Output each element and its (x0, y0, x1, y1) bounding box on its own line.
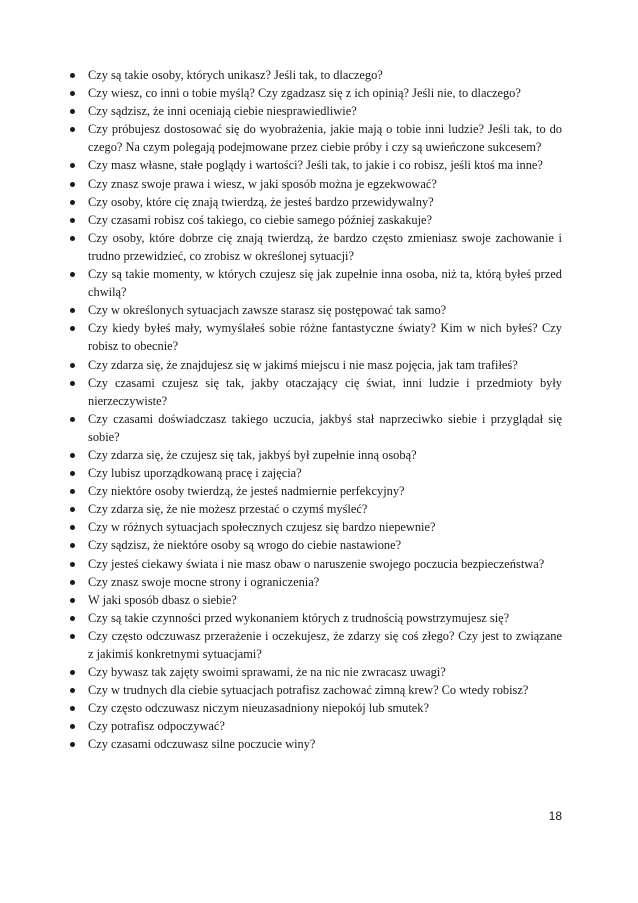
list-item (66, 500, 562, 518)
question-text: Czy sądzisz, że inni oceniają ciebie niesprawiedliwie? (88, 104, 357, 119)
question-text: Czy wiesz, co inni o tobie myślą? Czy zgadzasz się z ich opinią? Jeśli nie, to dlaczego? (88, 86, 521, 101)
bullet-icon (70, 742, 75, 747)
question-text: Czy w określonych sytuacjach zawsze starasz się postępować tak samo? (88, 303, 447, 318)
list-item (66, 84, 562, 102)
question-text: W jaki sposób dbasz o siebie? (88, 592, 237, 607)
question-text: Czy potrafisz odpoczywać? (88, 719, 225, 734)
bullet-icon (70, 489, 75, 494)
bullet-icon (70, 182, 75, 187)
bullet-icon (70, 381, 75, 386)
bullet-icon (70, 507, 75, 512)
bullet-icon (70, 471, 75, 476)
list-item (66, 175, 562, 193)
list-item (66, 66, 562, 84)
bullet-icon (70, 200, 75, 205)
list-item (66, 518, 562, 536)
bullet-icon (70, 73, 75, 78)
question-text: Czy czasami robisz coś takiego, co ciebie samego później zaskakuje? (88, 212, 433, 227)
list-item (66, 536, 562, 554)
bullet-icon (70, 363, 75, 368)
list-item (66, 555, 562, 573)
list-item (66, 699, 562, 717)
page-number: 18 (548, 809, 562, 823)
question-text: Czy kiedy byłeś mały, wymyślałeś sobie różne fantastyczne światy? Kim w nich byłeś? Czy robisz to obecnie? (88, 321, 562, 354)
bullet-icon (70, 326, 75, 331)
question-text: Czy w trudnych dla ciebie sytuacjach potrafisz zachować zimną krew? Co wtedy robisz? (88, 683, 529, 698)
question-text: Czy czasami czujesz się tak, jakby otaczający cię świat, inni ludzie i przedmioty były nierzeczywiste? (88, 375, 562, 408)
list-item (66, 410, 562, 446)
bullet-icon (70, 127, 75, 132)
question-text: Czy osoby, które cię znają twierdzą, że jesteś bardzo przewidywalny? (88, 194, 434, 209)
question-text: Czy niektóre osoby twierdzą, że jesteś nadmiernie perfekcyjny? (88, 484, 405, 499)
question-text: Czy próbujesz dostosować się do wyobrażenia, jakie mają o tobie inni ludzie? Jeśli tak, to do czego? Na czym polegają podejmowane przez ciebie próby i czy są uwieńczone sukcesem? (88, 122, 562, 155)
list-item (66, 102, 562, 120)
question-text: Czy są takie momenty, w których czujesz się jak zupełnie inna osoba, niż ta, którą byłeś przed chwilą? (88, 267, 562, 300)
list-item (66, 591, 562, 609)
list-item (66, 319, 562, 355)
question-text: Czy często odczuwasz niczym nieuzasadniony niepokój lub smutek? (88, 701, 429, 716)
list-item (66, 735, 562, 753)
list-item (66, 229, 562, 265)
bullet-icon (70, 688, 75, 693)
bullet-icon (70, 163, 75, 168)
bullet-icon (70, 91, 75, 96)
list-item (66, 627, 562, 663)
question-text: Czy znasz swoje mocne strony i ograniczenia? (88, 574, 320, 589)
bullet-icon (70, 272, 75, 277)
question-text: Czy są takie osoby, których unikasz? Jeśli tak, to dlaczego? (88, 68, 383, 82)
question-text: Czy jesteś ciekawy świata i nie masz obaw o naruszenie swojego poczucia bezpieczeństwa? (88, 556, 545, 571)
question-text: Czy bywasz tak zajęty swoimi sprawami, że na nic nie zwracasz uwagi? (88, 665, 446, 680)
question-text: Czy zdarza się, że czujesz się tak, jakbyś był zupełnie inną osobą? (88, 447, 417, 462)
question-text: Czy zdarza się, że nie możesz przestać o czymś myśleć? (88, 502, 368, 517)
question-text: Czy sądzisz, że niektóre osoby są wrogo do ciebie nastawione? (88, 538, 402, 553)
question-text: Czy masz własne, stałe poglądy i wartości? Jeśli tak, to jakie i co robisz, jeśli ktoś ma inne? (88, 158, 543, 173)
list-item (66, 482, 562, 500)
bullet-icon (70, 616, 75, 621)
question-text: Czy zdarza się, że znajdujesz się w jakimś miejscu i nie masz pojęcia, jak tam trafiłeś? (88, 357, 518, 372)
bullet-icon (70, 236, 75, 241)
bullet-icon (70, 580, 75, 585)
list-item (66, 265, 562, 301)
bullet-icon (70, 670, 75, 675)
list-item (66, 464, 562, 482)
list-item (66, 717, 562, 735)
bullet-icon (70, 308, 75, 313)
bullet-icon (70, 453, 75, 458)
bullet-icon (70, 525, 75, 530)
bullet-icon (70, 724, 75, 729)
bullet-icon (70, 218, 75, 223)
question-text: Czy osoby, które dobrze cię znają twierdzą, że bardzo często zmieniasz swoje zachowanie i trudno przewidzieć, co zrobisz w określonej sytuacji? (88, 230, 562, 263)
list-item (66, 609, 562, 627)
bullet-icon (70, 598, 75, 603)
question-text: Czy w różnych sytuacjach społecznych czujesz się bardzo niepewnie? (88, 520, 436, 535)
list-item (66, 120, 562, 156)
list-item (66, 663, 562, 681)
list-item (66, 374, 562, 410)
question-text: Czy lubisz uporządkowaną pracę i zajęcia? (88, 466, 302, 481)
question-text: Czy są takie czynności przed wykonaniem których z trudnością powstrzymujesz się? (88, 610, 510, 625)
list-item (66, 156, 562, 174)
list-item (66, 193, 562, 211)
question-text: Czy czasami doświadczasz takiego uczucia, jakbyś stał naprzeciwko siebie i przyglądał się sobie? (88, 411, 562, 444)
question-text: Czy często odczuwasz przerażenie i oczekujesz, że zdarzy się coś złego? Czy jest to związane z jakimiś konkretnymi sytuacjami? (88, 628, 562, 661)
bullet-icon (70, 109, 75, 114)
bullet-icon (70, 543, 75, 548)
question-list (66, 66, 562, 754)
list-item (66, 681, 562, 699)
list-item (66, 356, 562, 374)
list-item (66, 301, 562, 319)
bullet-icon (70, 417, 75, 422)
question-text: Czy czasami odczuwasz silne poczucie winy? (88, 737, 316, 752)
list-item (66, 211, 562, 229)
list-item (66, 573, 562, 591)
question-text: Czy znasz swoje prawa i wiesz, w jaki sposób można je egzekwować? (88, 176, 437, 191)
bullet-icon (70, 706, 75, 711)
bullet-icon (70, 562, 75, 567)
bullet-icon (70, 634, 75, 639)
list-item (66, 446, 562, 464)
